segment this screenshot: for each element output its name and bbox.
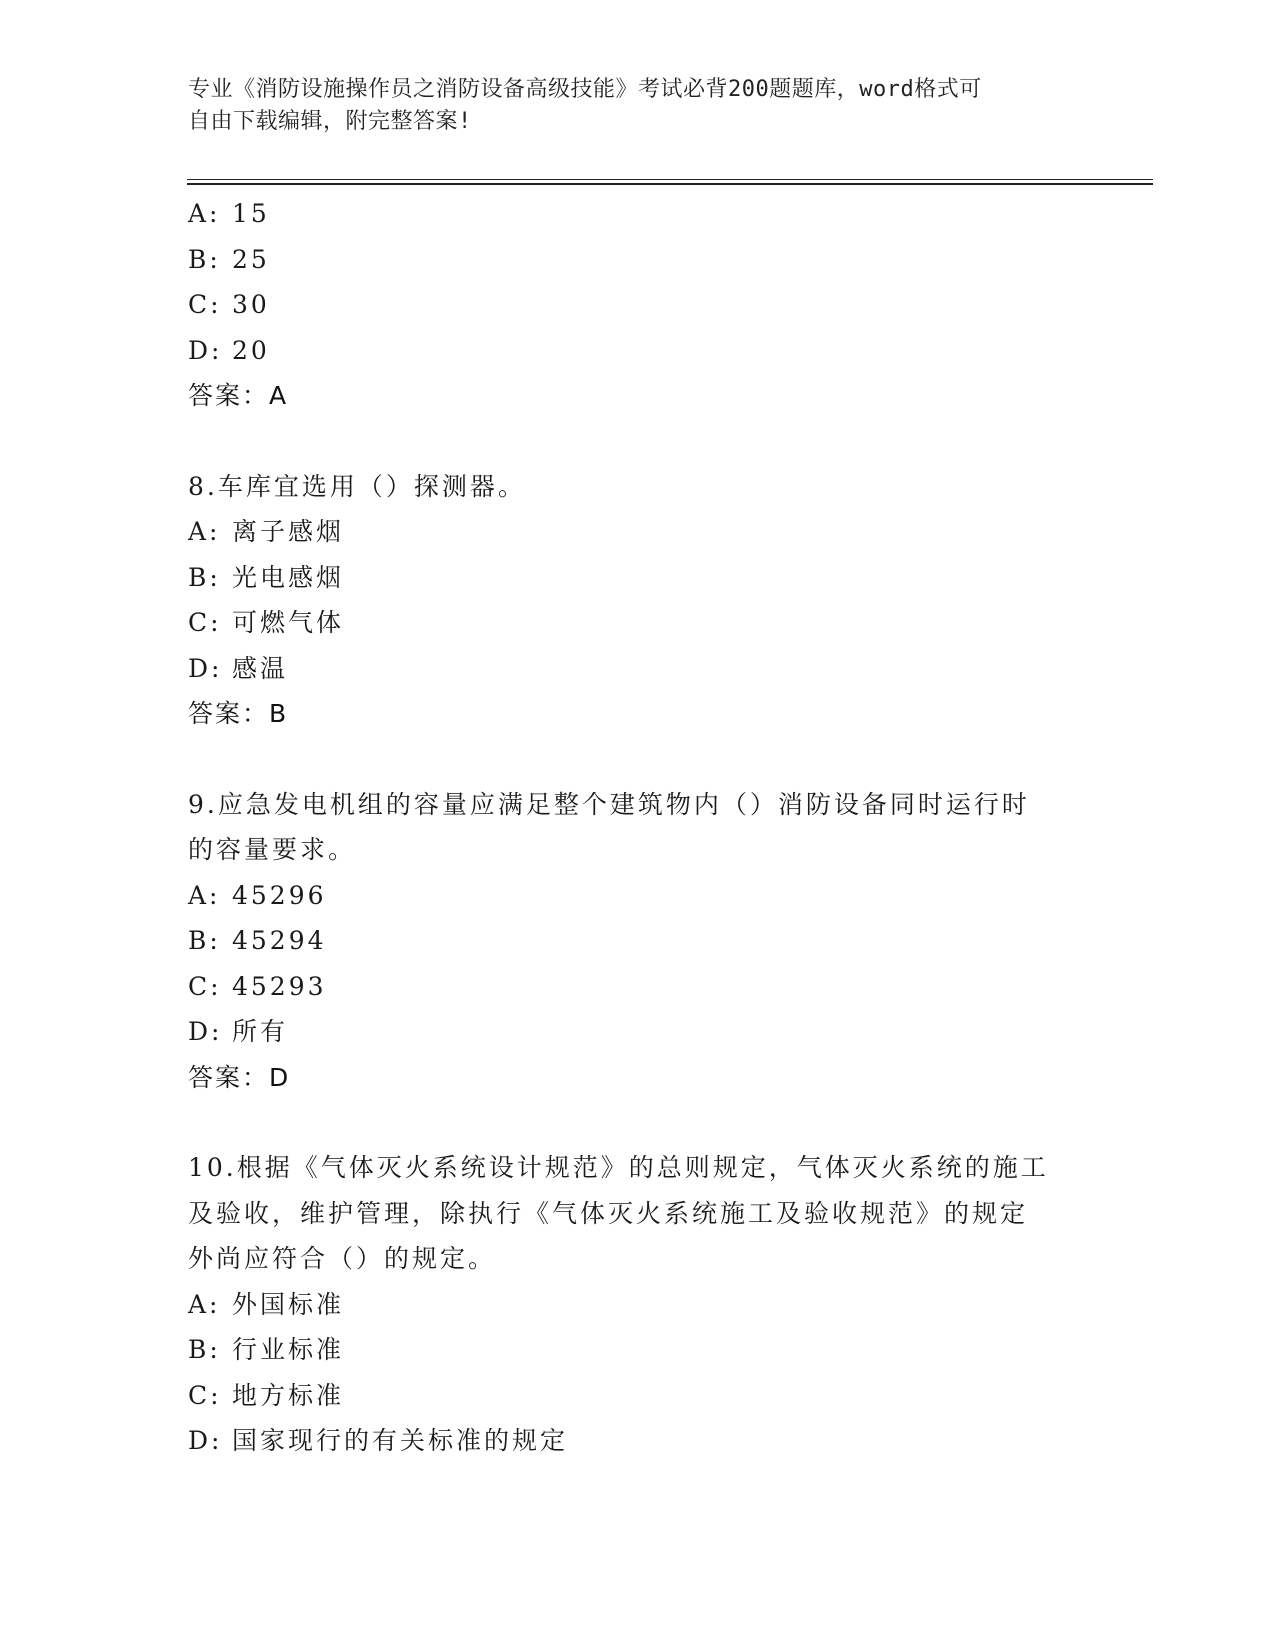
option-key: D: xyxy=(188,1017,223,1046)
option-b xyxy=(188,237,1088,283)
option-text: 行业标准 xyxy=(232,1335,345,1364)
option-text: 外国标准 xyxy=(232,1289,345,1319)
option-c xyxy=(188,600,1088,646)
option-text: 20 xyxy=(232,335,270,365)
option-text: 感温 xyxy=(232,653,289,683)
option-key: B: xyxy=(188,1335,221,1364)
option-text: 国家现行的有关标准的规定 xyxy=(232,1426,569,1455)
option-a xyxy=(188,873,1088,919)
option-key: D: xyxy=(188,653,223,683)
option-key: C: xyxy=(188,608,222,637)
answer-line: 答案：D xyxy=(188,1062,291,1092)
option-c xyxy=(188,1373,1088,1419)
question-9 xyxy=(188,782,1088,1101)
option-a xyxy=(188,509,1088,555)
header-divider-thin xyxy=(187,179,1153,180)
document-header xyxy=(188,74,1068,138)
question-stem: 10.根据《气体灭火系统设计规范》的总则规定，气体灭火系统的施工 xyxy=(188,1153,1049,1182)
option-key: A: xyxy=(188,517,221,546)
question-list xyxy=(188,191,1088,1464)
option-text: 15 xyxy=(232,199,270,228)
option-c xyxy=(188,282,1088,328)
question-7 xyxy=(188,191,1088,419)
question-8 xyxy=(188,464,1088,737)
option-key: B: xyxy=(188,244,221,274)
spacer xyxy=(188,1100,1088,1145)
option-key: C: xyxy=(188,1380,222,1410)
question-stem: 的容量要求。 xyxy=(188,835,357,864)
spacer xyxy=(188,737,1088,782)
option-text: 45293 xyxy=(232,971,327,1001)
question-stem: 9.应急发电机组的容量应满足整个建筑物内（）消防设备同时运行时 xyxy=(188,789,1030,819)
option-text: 25 xyxy=(232,244,270,274)
question-stem: 外尚应符合（）的规定。 xyxy=(188,1244,497,1273)
option-key: D: xyxy=(188,1426,223,1455)
spacer xyxy=(188,419,1088,464)
header-line-2: 自由下载编辑，附完整答案! xyxy=(188,109,472,134)
option-text: 可燃气体 xyxy=(232,608,345,637)
option-d xyxy=(188,646,1088,692)
option-text: 45294 xyxy=(232,926,327,955)
option-b xyxy=(188,1327,1088,1373)
option-a xyxy=(188,1282,1088,1328)
option-key: A: xyxy=(188,199,221,228)
option-text: 45296 xyxy=(232,880,327,910)
option-key: B: xyxy=(188,926,221,955)
header-line-1: 专业《消防设施操作员之消防设备高级技能》考试必背200题题库，word格式可 xyxy=(188,77,982,102)
option-key: A: xyxy=(188,1289,221,1319)
header-divider-thick xyxy=(187,183,1153,185)
option-key: A: xyxy=(188,880,221,910)
option-key: C: xyxy=(188,290,222,319)
option-d xyxy=(188,1009,1088,1055)
option-d xyxy=(188,1418,1088,1464)
option-key: B: xyxy=(188,562,221,592)
option-c xyxy=(188,964,1088,1010)
question-stem: 及验收，维护管理，除执行《气体灭火系统施工及验收规范》的规定 xyxy=(188,1198,1029,1228)
option-text: 光电感烟 xyxy=(232,562,345,592)
question-stem: 8.车库宜选用（）探测器。 xyxy=(188,471,526,501)
option-key: D: xyxy=(188,335,223,365)
answer-line: 答案：B xyxy=(188,699,289,728)
option-b xyxy=(188,555,1088,601)
option-text: 离子感烟 xyxy=(232,517,345,546)
option-b xyxy=(188,918,1088,964)
option-a xyxy=(188,191,1088,237)
option-key: C: xyxy=(188,971,222,1001)
question-10 xyxy=(188,1145,1088,1464)
option-text: 地方标准 xyxy=(232,1380,345,1410)
option-d xyxy=(188,328,1088,374)
option-text: 30 xyxy=(232,290,270,319)
answer-line: 答案：A xyxy=(188,381,289,410)
option-text: 所有 xyxy=(232,1017,289,1046)
